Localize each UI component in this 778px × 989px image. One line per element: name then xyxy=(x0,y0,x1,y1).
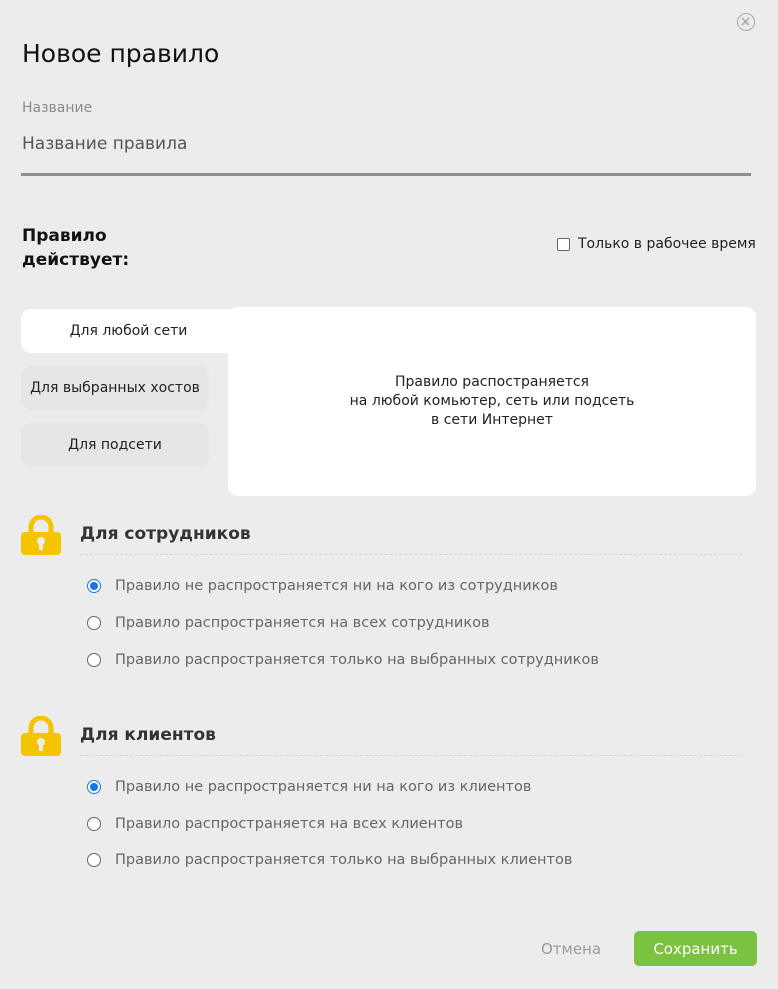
radio-label: Правило распространяется на всех клиентов xyxy=(115,816,464,832)
rule-applies-label: Правило действует: xyxy=(22,226,130,270)
tab-any-network[interactable] xyxy=(21,309,236,353)
radio-button[interactable] xyxy=(87,780,101,794)
radio-button[interactable] xyxy=(87,579,101,593)
worktime-checkbox-label: Только в рабочее время xyxy=(578,236,756,252)
tab-subnet[interactable] xyxy=(21,423,209,467)
close-button[interactable] xyxy=(737,13,755,31)
tab-label: Для выбранных хостов xyxy=(30,380,200,396)
radio-button[interactable] xyxy=(87,817,101,831)
clients-option-selected[interactable] xyxy=(87,852,572,868)
radio-label: Правило распространяется только на выбранных клиентов xyxy=(115,852,573,868)
network-description: Правило распостраняется на любой комьютер, сеть или подсеть в сети Интернет xyxy=(349,374,635,428)
employees-option-all[interactable] xyxy=(87,615,490,631)
radio-label: Правило не распространяется ни на кого из клиентов xyxy=(115,779,532,795)
employees-section-title: Для сотрудников xyxy=(80,524,251,544)
section-divider xyxy=(80,554,742,555)
radio-label: Правило не распространяется ни на кого из сотрудников xyxy=(115,578,558,594)
close-icon xyxy=(741,17,750,26)
section-divider xyxy=(80,755,742,756)
lock-icon xyxy=(21,716,61,756)
save-button[interactable]: Сохранить xyxy=(634,931,757,966)
clients-section-title: Для клиентов xyxy=(80,725,216,745)
cancel-button[interactable]: Отмена xyxy=(528,931,614,966)
radio-button[interactable] xyxy=(87,653,101,667)
employees-option-selected[interactable] xyxy=(87,652,599,668)
rule-name-input[interactable] xyxy=(21,128,751,176)
radio-label: Правило распространяется на всех сотрудников xyxy=(115,615,490,631)
radio-button[interactable] xyxy=(87,853,101,867)
tab-label: Для любой сети xyxy=(69,323,188,339)
network-description-panel xyxy=(228,307,756,496)
employees-option-none[interactable] xyxy=(87,578,558,594)
radio-button[interactable] xyxy=(87,616,101,630)
dialog-title: Новое правило xyxy=(22,39,220,68)
worktime-checkbox-box[interactable] xyxy=(557,238,570,251)
worktime-checkbox[interactable] xyxy=(557,236,756,252)
clients-option-all[interactable] xyxy=(87,816,463,832)
tab-selected-hosts[interactable] xyxy=(21,366,209,410)
clients-option-none[interactable] xyxy=(87,779,531,795)
name-field-label: Название xyxy=(22,100,93,116)
tab-label: Для подсети xyxy=(68,437,162,453)
lock-icon xyxy=(21,515,61,555)
radio-label: Правило распространяется только на выбранных сотрудников xyxy=(115,652,599,668)
